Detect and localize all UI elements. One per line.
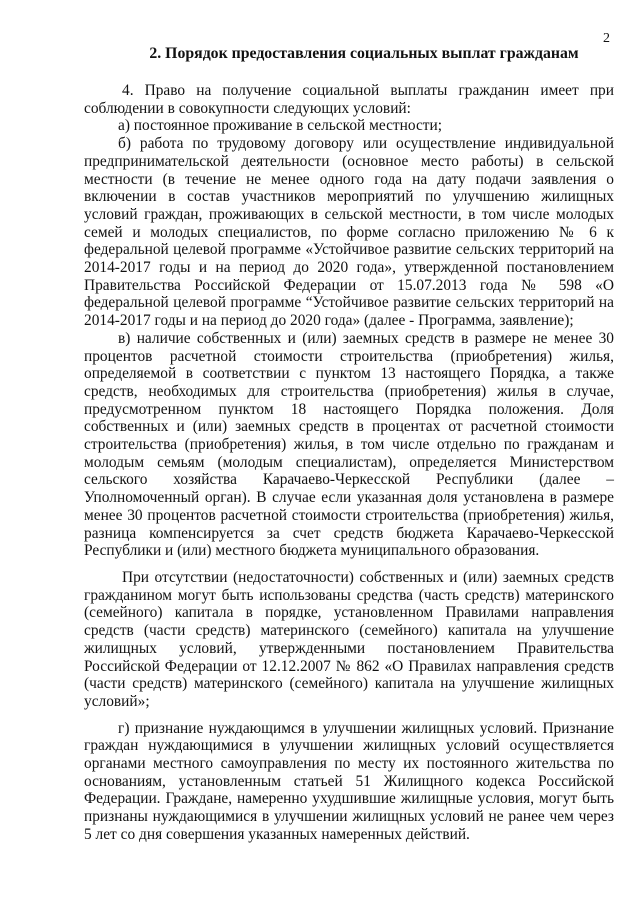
document-body: [84, 82, 614, 844]
paragraph-maternity-capital: При отсутствии (недостаточности) собственных и (или) заемных средств гражданином могут быть использованы средства (часть средств) материнского (семейного) капитала в порядке, установленном Правилами направления средств (части средств) материнского (семейного) капитала на улучшение жилищных условий, утвержденными постановлением Правительства Российской Федерации от 12.12.2007 № 862 «О Правилах направления средств (части средств) материнского (семейного) капитала на улучшение жилищных условий»;: [84, 568, 614, 710]
paragraph-condition-g: г) признание нуждающимся в улучшении жилищных условий. Признание граждан нуждающимися в улучшении жилищных условий осуществляется органами местного самоуправления по месту их постоянного жительства по основаниям, установленным статьей 51 Жилищного кодекса Российской Федерации. Граждане, намеренно ухудшившие жилищные условия, могут быть признаны нуждающимися в улучшении жилищных условий не ранее чем через 5 лет со дня совершения указанных намеренных действий.: [84, 719, 614, 843]
page-number: 2: [603, 31, 610, 46]
section-heading: 2. Порядок предоставления социальных выплат гражданам: [149, 45, 579, 62]
paragraph-condition-b: б) работа по трудовому договору или осуществление индивидуальной предпринимательской деятельности (основное место работы) в сельской местности (в течение не менее одного года на дату подачи заявления о включении в состав участников мероприятий по улучшению жилищных условий граждан, проживающих в сельской местности, в том числе молодых семей и молодых специалистов, по форме согласно приложению № 6 к федеральной целевой программе «Устойчивое развитие сельских территорий на 2014-2017 годы и на период до 2020 года», утвержденной постановлением Правительства Российской Федерации от 15.07.2013 года № 598 «О федеральной целевой программе “Устойчивое развитие сельских территорий на 2014-2017 годы и на период до 2020 года» (далее - Программа, заявление);: [84, 135, 614, 330]
paragraph-condition-a: а) постоянное проживание в сельской местности;: [118, 117, 443, 135]
paragraph-condition-v: в) наличие собственных и (или) заемных средств в размере не менее 30 процентов расчетной стоимости строительства (приобретения) жилья, определяемой в соответствии с пунктом 13 настоящего Порядка, а также средств, необходимых для строительства (приобретения) жилья в случае, предусмотренном пунктом 18 настоящего Порядка положения. Доля собственных и (или) заемных средств в процентах от расчетной стоимости строительства (приобретения) жилья, в том числе отдельно по гражданам и молодым семьям (молодым специалистам), определяется Министерством сельского хозяйства Карачаево-Черкесской Республики (далее – Уполномоченный орган). В случае если указанная доля установлена в размере менее 30 процентов расчетной стоимости строительства (приобретения) жилья, разница компенсируется за счет средств бюджета Карачаево-Черкесской Республики и (или) местного бюджета муниципального образования.: [84, 329, 614, 560]
paragraph-clause-4: 4. Право на получение социальной выплаты гражданин имеет при соблюдении в совокупности следующих условий:: [84, 82, 614, 117]
